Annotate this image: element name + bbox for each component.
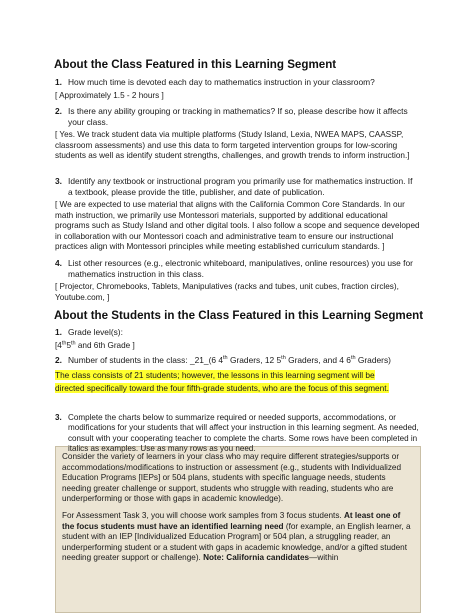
class-size-question: [55, 355, 435, 366]
section1-heading: About the Class Featured in this Learning Segment: [54, 58, 337, 71]
section2-heading: About the Students in the Class Featured in this Learning Segment: [54, 309, 424, 322]
question-text: Is there any ability grouping or tracking in mathematics? If so, please describe how it affects your class.: [68, 106, 408, 127]
question-2: [55, 106, 415, 128]
question-text: How much time is devoted each day to mathematics instruction in your classroom?: [68, 77, 375, 87]
answer-4: [ Projector, Chromebooks, Tablets, Manipulatives (racks and tubes, unit cubes, fraction circles), Youtube.com, ]: [55, 282, 399, 302]
question-text: List other resources (e.g., electronic whiteboard, manipulatives, online resources) you use for mathematics instruction in this class.: [68, 258, 413, 279]
instruction-paragraph-1: Consider the variety of learners in your class who may require different strategies/supports or accommodations/modifications to instruction or assessment (e.g., students with Individualized Education Programs [IEPs] or 504 plans, students with specific language needs, students needing greater challenge or support, students who struggle with reading, students who are underperforming or those with gaps in academic knowledge).: [62, 452, 402, 504]
question-number: 1.: [55, 77, 62, 87]
question-4: [55, 258, 415, 280]
question-number: 2.: [55, 355, 62, 365]
question-text: Identify any textbook or instructional program you primarily use for mathematics instruction. If a textbook, please provide the title, publisher, and date of publication.: [68, 176, 413, 197]
question-number: 2.: [55, 106, 62, 116]
complete-charts-question: 3. Complete the charts below to summarize required or needed supports, accommodations, or modifications for your students that will affect your instruction in this learning segment. As needed, consult with your cooperating teacher to complete the charts. Some rows have been completed in italics as examples. Use as many rows as you need.: [55, 413, 419, 454]
question-number: 3.: [55, 176, 62, 186]
grade-answer: [4th5th and 6th Grade ]: [55, 340, 135, 350]
highlighted-text: The class consists of 21 students; however, the lessons in this learning segment will be directed specifically toward the four fifth-grade students, who are the focus of this segment.: [55, 370, 389, 393]
question-1: [55, 77, 415, 88]
answer-1: [ Approximately 1.5 - 2 hours ]: [55, 91, 164, 100]
instruction-paragraph-2: For Assessment Task 3, you will choose work samples from 3 focus students. At least one of the focus students must have an identified learning need (for example, an English learner, a student with an IEP [Individualized Education Program] or 504 plan, a struggling reader, an underperforming student or a student with gaps in academic knowledge, and/or a gifted student needing greater support or challenge). Note: California candidates—within: [62, 510, 411, 563]
question-number: 4.: [55, 258, 62, 268]
question-text: Grade level(s):: [68, 327, 123, 337]
answer-2: [ Yes. We track student data via multiple platforms (Study Island, Lexia, NWEA MAPS, CAASSP, classroom assessments) and use this data to form targeted intervention groups for low-scoring students as well as identify student strengths, challenges, and growth trends to inform instruction.]: [55, 130, 410, 161]
highlighted-note: [55, 369, 405, 395]
instruction-box: [55, 446, 421, 613]
question-text: Number of students in the class: _21_(6 4th Graders, 12 5th Graders, and 4 6th Graders): [68, 355, 391, 365]
question-number: 1.: [55, 327, 62, 337]
question-3: [55, 176, 415, 198]
answer-3: [ We are expected to use material that aligns with the California Common Core Standards. In our math instruction, we primarily use Montessori materials, supported by additional educational programs such as Study Island and other digital tools. I also follow a scope and sequence developed in collaboration with our Montessori coach and administrative team to ensure our instructional practices align with Montessori principles while meeting established curriculum standards. ]: [55, 200, 420, 252]
grade-question: [55, 327, 415, 338]
